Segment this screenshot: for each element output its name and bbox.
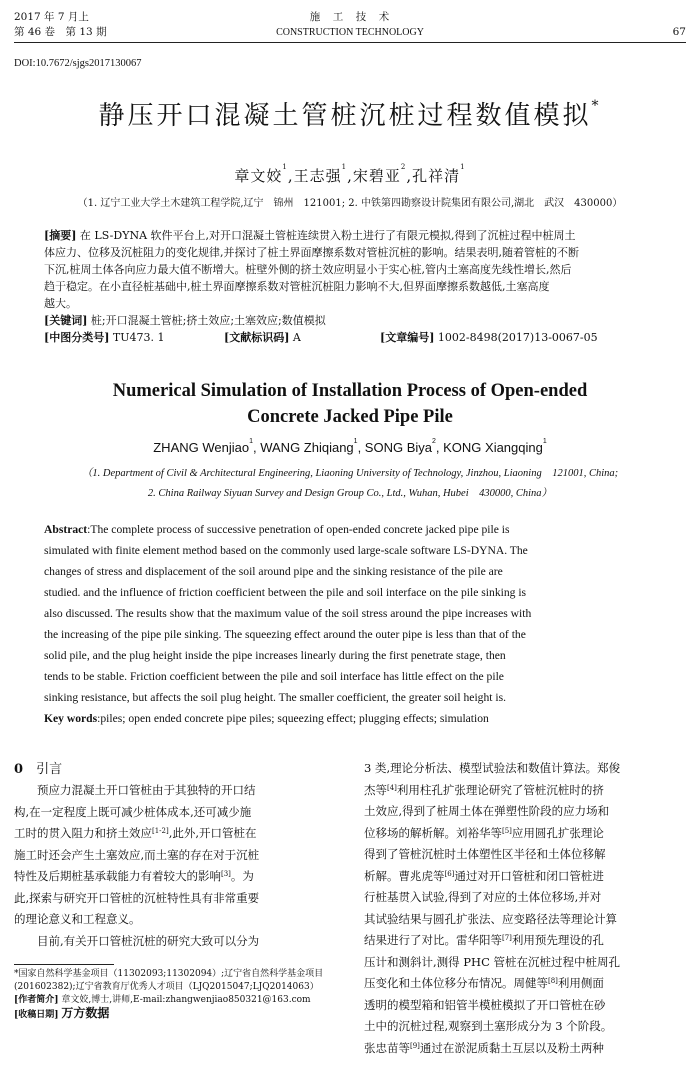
body-line: 位移场的解析解。刘裕华等[5]应用圆孔扩张理论 <box>364 825 604 840</box>
author-cn: 孔祥清$^1$ <box>412 163 466 185</box>
body-line: 压计和测斜计,测得 PHC 管桩在沉桩过程中桩周孔 <box>364 954 621 969</box>
left-column <box>14 780 336 952</box>
authors-en: ZHANG Wenjiao$^1$, WANG Zhiqiang$^1$, SONG Biya$^2$, KONG Xiangqing$^1$ <box>153 438 547 455</box>
body-line: 杰等[4]利用柱孔扩张理论研究了管桩沉桩时的挤 <box>364 782 604 797</box>
doc-code-value: A <box>292 331 301 344</box>
keywords-cn: 桩;开口混凝土管桩;挤土效应;土塞效应;数值模拟 <box>90 314 326 327</box>
body-line: 土中的沉桩过程,观察到土塞形成分为 3 个阶段。 <box>364 1019 613 1033</box>
doc-code-label: [文献标识码] <box>224 331 290 344</box>
author-cn: 章文姣$^1$ <box>234 163 288 185</box>
header-volume: 第 46 卷 第 13 期 <box>14 26 107 38</box>
author-en: ZHANG Wenjiao$^1$ <box>153 438 253 455</box>
abstract-en-line: also discussed. The results show that the maximum value of the soil stress around the pipe increases with <box>44 607 532 620</box>
abstract-en-line: simulated with finite element method based on the commonly used large-scale software LS-DYNA. The <box>44 544 528 557</box>
abstract-en-line: the increasing of the pipe pile sinking. The squeezing effect around the outer pipe is less than that of the <box>44 628 526 641</box>
header-date: 2017 年 7 月上 <box>14 11 89 23</box>
body-line: 行桩基贯入试验,得到了对应的土体位移场,并对 <box>364 890 602 904</box>
abstract-en-line: studied. and the influence of friction coefficient between the pile and soil interface on the pile sinking is <box>44 586 527 599</box>
authors-cn: 章文姣$^1$,王志强$^1$,宋碧亚$^2$,孔祥清$^1$ <box>234 163 466 185</box>
keywords-en-label: Key words <box>44 712 98 725</box>
bio-text: 章文姣,博士,讲师,E-mail:zhangwenjiao850321@163.com <box>61 995 311 1005</box>
body-line: 其试验结果与圆孔扩张法、应变路径法等理论计算 <box>364 911 617 926</box>
body-line: 土效应,得到了桩周土体在弹塑性阶段的应力场和 <box>364 804 610 818</box>
abstract-en-line: changes of stress and displacement of the soil around pipe and the sinking resistance of the pile are <box>44 565 503 578</box>
author-en: KONG Xiangqing$^1$ <box>443 438 547 455</box>
keywords-cn-label: [关键词] <box>44 314 88 327</box>
affiliations-cn: （1. 辽宁工业大学土木建筑工程学院,辽宁 锦州 121001; 2. 中铁第四勘察设计院集团有限公司,湖北 武汉 430000） <box>77 198 623 209</box>
right-column <box>364 758 686 1059</box>
citation: [7] <box>502 934 512 942</box>
abstract-cn-line: 越大。 <box>44 297 77 310</box>
abstract-cn-label: [摘要] <box>44 229 77 242</box>
footnote-rule <box>14 964 114 965</box>
affiliations-en <box>0 464 700 504</box>
author-en: WANG Zhiqiang$^1$ <box>260 438 358 455</box>
citation: [4] <box>387 783 397 792</box>
body-line: 透明的模型箱和铝管半模桩模拟了开口管桩在砂 <box>364 997 606 1012</box>
abstract-en-line: :The complete process of successive penetration of open-ended concrete jacked pipe pile is <box>87 523 510 536</box>
footnote-fund: *国家自然科学基金项目（11302093;11302094）;辽宁省自然科学基金项目(201602382);辽宁省教育厅优秀人才项目（LJQ2015047;LJQ2014063） <box>14 969 324 992</box>
watermark: 万方数据 <box>61 1006 110 1020</box>
abstract-en-line: sinking resistance, but affects the soil plug height. The smaller coefficient, the greater soil height is. <box>44 691 507 704</box>
abstract-cn-line: 下沉,桩周土体各向应力最大值不断增大。桩壁外侧的挤土效应明显小于实心桩,管内土塞高度先线性增长,然后 <box>44 263 572 276</box>
author-cn: 宋碧亚$^2$ <box>352 163 407 185</box>
header-rule <box>14 42 686 43</box>
body-line: 结果进行了对比。雷华阳等[7]利用预先理设的孔 <box>364 933 604 947</box>
header-journal-en: CONSTRUCTION TECHNOLOGY <box>276 27 424 38</box>
citation: [1-2] <box>152 827 169 835</box>
article-no-label: [文章编号] <box>380 331 435 344</box>
body-line: 3 类,理论分析法、模型试验法和数值计算法。郑俊 <box>364 761 621 775</box>
body-line: 此,探索与研究开口管桩的沉桩特性具有非常重要 <box>14 890 260 905</box>
body-line: 特性及后期桩基承载能力有着较大的影响[3]。为 <box>14 869 254 883</box>
keywords-en: :piles; open ended concrete pipe piles; squeezing effect; plugging effects; simulation <box>97 712 489 725</box>
affiliation-en-line: （1. Department of Civil & Architectural Engineering, Liaoning University of Technology, Jinzhou, Liaoning 121001, China; <box>81 468 619 479</box>
abstract-cn-line: 趋于稳定。在小直径桩基础中,桩土界面摩擦系数对管桩沉桩阻力影响不大,但界面摩擦系数越低,土塞高度 <box>44 280 550 293</box>
doi: DOI:10.7672/sjgs2017130067 <box>14 58 142 69</box>
article-no-value: 1002-8498(2017)13-0067-05 <box>437 331 598 344</box>
abstract-en-label: Abstract <box>44 523 88 536</box>
title-en-line: Concrete Jacked Pipe Pile <box>247 407 453 427</box>
body-line: 的理论意义和工程意义。 <box>14 912 141 926</box>
title-cn-text: 静压开口混凝土管桩沉桩过程数值模拟 <box>98 101 592 131</box>
citation: [6] <box>444 869 455 878</box>
body-line: 预应力混凝土开口管桩由于其独特的开口结 <box>37 783 256 797</box>
section-number: 0 <box>14 762 24 777</box>
citation: [9] <box>410 1041 420 1050</box>
body-line: 目前,有关开口管桩沉桩的研究大致可以分为 <box>37 933 260 948</box>
body-line: 施工时还会产生土塞效应,而土塞的存在对于沉桩 <box>14 847 260 862</box>
abstract-en <box>44 519 656 729</box>
footnote <box>14 968 336 1022</box>
abstract-en-line: solid pile, and the plug height inside the pipe increases linearly during the first penetrate stage, then <box>44 649 506 662</box>
citation: [8] <box>548 977 558 985</box>
received-label: [收稿日期] <box>14 1010 59 1020</box>
section-title: 引言 <box>36 762 63 777</box>
title-en <box>0 378 700 430</box>
body-line: 张忠苗等[9]通过在淤泥质黏土互层以及粉土两种 <box>364 1040 604 1055</box>
abstract-cn <box>44 227 656 346</box>
author-en: SONG Biya$^2$ <box>364 438 436 455</box>
header-journal-cn: 施 工 技 术 <box>309 11 391 23</box>
clc-value: TU473. 1 <box>112 331 165 344</box>
abstract-cn-line: 在 LS-DYNA 软件平台上,对开口混凝土管桩连续贯入粉土进行了有限元模拟,得到了沉桩过程中桩周土 <box>79 229 576 242</box>
bio-label: [作者简介] <box>14 995 59 1005</box>
affiliation-en-line: 2. China Railway Siyuan Survey and Design Group Co., Ltd., Wuhan, Hubei 430000, China） <box>147 488 553 499</box>
body-line: 构,在一定程度上既可减少桩体成本,还可减少施 <box>14 804 252 819</box>
page-number: 67 <box>672 26 686 38</box>
citation: [3] <box>221 870 231 878</box>
body-line: 析解。曹兆虎等[6]通过对开口管桩和闭口管桩进 <box>364 868 604 883</box>
author-cn: 王志强$^1$ <box>293 163 348 185</box>
body-line: 得到了管桩沉桩时土体塑性区半径和土体位移解 <box>364 847 606 861</box>
abstract-cn-line: 体应力、位移及沉桩阻力的变化规律,并探讨了桩土界面摩擦系数对管桩沉桩的影响。结果表明,随着管桩的不断 <box>44 246 579 259</box>
section-heading <box>14 758 62 777</box>
abstract-en-line: tends to be stable. Friction coefficient between the pile and soil interface has little effect on the pile <box>44 670 504 683</box>
title-en-line: Numerical Simulation of Installation Process of Open-ended <box>112 381 588 401</box>
body-line: 工时的贯入阻力和挤土效应[1-2],此外,开口管桩在 <box>14 826 257 840</box>
clc-label: [中图分类号] <box>44 331 110 344</box>
body-line: 压变化和土体位移分布情况。周健等[8]利用侧面 <box>364 976 604 990</box>
classification-row <box>44 329 656 346</box>
citation: [5] <box>502 826 512 835</box>
title-cn <box>0 98 700 134</box>
title-fund-mark: * <box>591 98 602 114</box>
